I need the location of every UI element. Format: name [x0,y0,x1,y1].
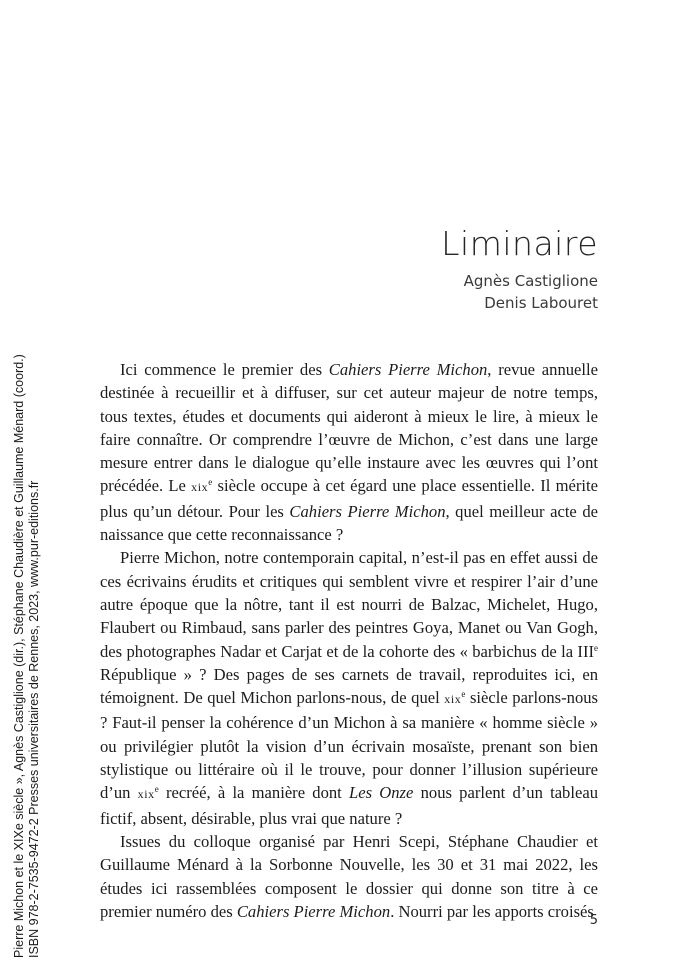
citation-line: Pierre Michon et le XIXe siècle », Agnès Castiglione (dir.), Stéphane Chaudière et Guillaume Ménard (coord.) [12,354,26,958]
superscript: e [594,642,598,653]
text-run: siècle parlons-nous ? Faut-il penser la cohérence d’un Michon à sa manière « homme siècle » ou privilégier plutôt la vision d’un écrivain mosaïste, prenant son bien stylistique ou littéraire où il le trouve, pour donner l’illusion supérieure d’un [100,688,598,803]
page-number: 5 [589,913,598,928]
text-run: , quel meilleur acte de naissance que cette reconnaissance ? [100,501,598,545]
paragraph-3 [100,830,598,923]
superscript: e [154,784,159,795]
paragraph-1 [100,358,598,546]
italic-title: Cahiers Pierre Michon [328,360,488,379]
body-text [100,358,598,923]
italic-title: Cahiers Pierre Michon [236,901,391,921]
text-run: République » ? Des pages de ses carnets de travail, reproduites ici, en témoignent. De quel Michon parlons-nous, de quel [100,664,598,708]
text-run: , revue annuelle destinée à recueillir et à diffuser, sur cet auteur majeur de notre temps, tous textes, études et documents qui aideront à mieux le lire, à mieux le faire connaître. Or comprendre l’œuvre de Michon, c’est dans une large mesure entrer dans le dialogue qu’elle instaure avec les œuvres qui l’ont précédée. Le [100,360,598,496]
paragraph-2 [100,546,598,830]
superscript: e [461,689,466,700]
text-run: recréé, à la manière dont [158,783,350,803]
author-name: Agnès Castiglione [463,272,598,290]
text-run: Pierre Michon, notre contemporain capital, n’est-il pas en effet aussi de ces écrivains érudits et critiques qui semblent vivre et respirer l’air d’une autre époque que la nôtre, tant il est nourri de Balzac, Michelet, Hugo, Flaubert ou Rimbaud, sans parler des peintres Goya, Manet ou Van Gogh, des photographes Nadar et Carjat et de la cohorte des « barbichus de la III [100,548,598,661]
authors-block [464,270,598,314]
text-run: Ici commence le premier des [120,360,329,379]
sidebar-citation [12,38,42,958]
page-title: Liminaire [441,224,598,263]
text-run: siècle occupe à cet égard une place essentielle. Il mérite plus qu’un détour. Pour les [100,476,598,521]
superscript: e [208,477,213,488]
italic-title: Les Onze [349,783,414,803]
citation-line: ISBN 978-2-7535-9472-2 Presses universitaires de Rennes, 2023, www.pur-editions.fr [27,480,41,958]
small-caps-numeral: xix [444,692,462,707]
small-caps-numeral: xix [137,787,155,802]
author-name: Denis Labouret [484,294,598,312]
text-run: nous parlent d’un tableau fictif, absent, désirable, plus vrai que nature ? [100,783,598,828]
italic-title: Cahiers Pierre Michon [289,501,446,521]
text-run: Issues du colloque organisé par Henri Scepi, Stéphane Chaudier et Guillaume Ménard à la Sorbonne Nouvelle, les 30 et 31 mai 2022, les études ici rassemblées composent le dossier qui donne son titre à ce premier numéro des [100,831,598,921]
text-run: . Nourri par les apports croisés [390,901,594,921]
small-caps-numeral: xix [191,480,209,495]
